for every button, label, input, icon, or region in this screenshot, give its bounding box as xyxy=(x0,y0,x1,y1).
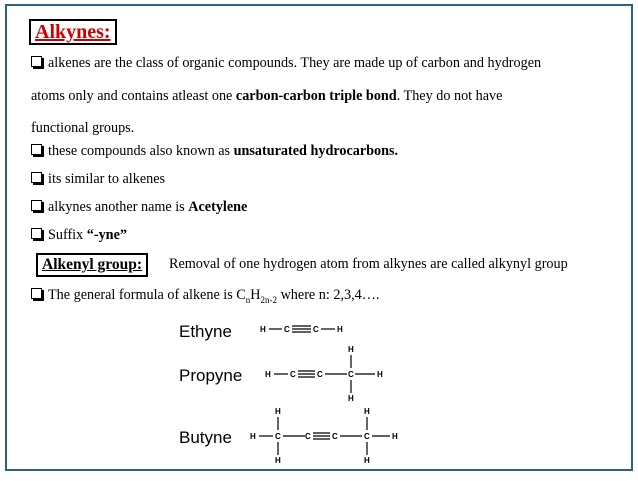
bullet-3: its similar to alkenes xyxy=(31,170,165,188)
alkenyl-definition: Removal of one hydrogen atom from alkynes are called alkynyl group xyxy=(169,256,568,272)
alkenyl-group-label: Alkenyl group: xyxy=(36,253,148,277)
ethyne-label: Ethyne xyxy=(179,322,232,341)
atom: C xyxy=(284,325,290,334)
atom: H xyxy=(392,432,398,441)
atom: C xyxy=(332,432,338,441)
atom: C xyxy=(305,432,311,441)
atom: H xyxy=(265,370,271,379)
atom: C xyxy=(290,370,296,379)
butyne-label: Butyne xyxy=(179,428,232,447)
atom: H xyxy=(275,456,281,465)
slide xyxy=(5,4,633,471)
atom: H xyxy=(364,456,370,465)
atom: H xyxy=(275,407,281,416)
atom: H xyxy=(260,325,266,334)
atom: H xyxy=(348,394,354,403)
atom: C xyxy=(317,370,323,379)
atom: H xyxy=(348,345,354,354)
atom: H xyxy=(337,325,343,334)
slide-title: Alkynes: xyxy=(29,19,117,45)
bullet-1-line-2: atoms only and contains atleast one carbon-carbon triple bond. They do not have xyxy=(31,88,503,104)
atom: C xyxy=(348,370,354,379)
atom: H xyxy=(250,432,256,441)
bullet-2: these compounds also known as unsaturated hydrocarbons. xyxy=(31,142,398,160)
atom: C xyxy=(313,325,319,334)
atom: H xyxy=(364,407,370,416)
atom: C xyxy=(275,432,281,441)
atom: C xyxy=(364,432,370,441)
structural-formulas xyxy=(7,6,631,469)
propyne-label: Propyne xyxy=(179,366,243,385)
bullet-4: alkynes another name is Acetylene xyxy=(31,198,247,216)
atom: H xyxy=(377,370,383,379)
bullet-1-line-1: alkenes are the class of organic compounds. They are made up of carbon and hydrogen xyxy=(31,54,541,72)
bullet-5: Suffix “-yne” xyxy=(31,226,127,244)
bullet-1-line-3: functional groups. xyxy=(31,120,135,136)
general-formula: The general formula of alkene is $C_nH_{2n-2}$ where n: 2,3,4…. xyxy=(31,286,379,309)
